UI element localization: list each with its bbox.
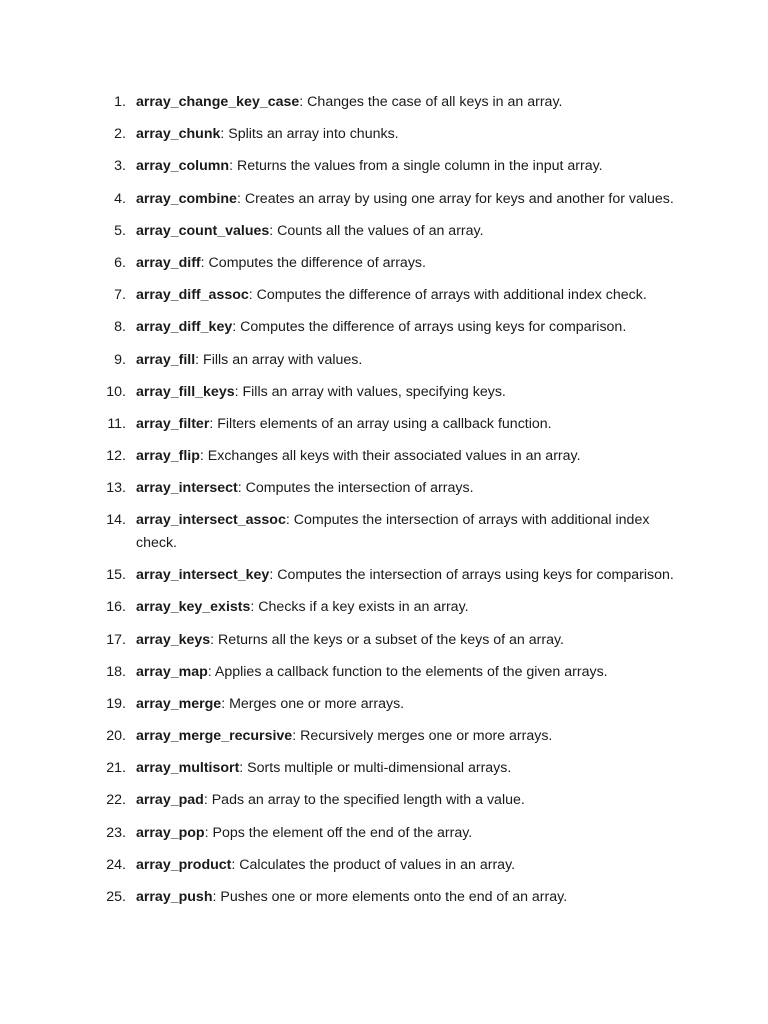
function-name: array_column (136, 158, 230, 175)
function-name: array_multisort (136, 760, 240, 777)
function-description: : Exchanges all keys with their associated values in an array. (199, 448, 581, 465)
function-name: array_merge_recursive (136, 728, 293, 745)
list-item-number: 17. (106, 631, 126, 648)
function-description: : Merges one or more arrays. (221, 695, 405, 712)
function-description: : Changes the case of all keys in an array. (299, 94, 563, 110)
list-item-number: 11. (107, 415, 126, 432)
list-item (0, 564, 768, 587)
function-list (0, 91, 768, 909)
list-item (0, 155, 768, 178)
function-description: : Filters elements of an array using a callback function. (209, 415, 552, 432)
function-name: array_chunk (136, 126, 221, 143)
function-name: array_filter (136, 415, 210, 432)
list-item-number: 5. (114, 222, 126, 239)
list-item (0, 123, 768, 146)
list-item-number: 6. (114, 254, 126, 271)
function-description: : Computes the difference of arrays using keys for comparison. (232, 319, 627, 336)
list-item-number: 1. (114, 94, 126, 110)
function-description: : Computes the difference of arrays. (200, 254, 426, 271)
function-name: array_push (136, 889, 213, 905)
list-item (0, 693, 768, 716)
list-item (0, 413, 768, 436)
list-item (0, 381, 768, 404)
function-description: : Calculates the product of values in an array. (231, 856, 516, 873)
function-name: array_combine (136, 190, 237, 207)
function-description: : Recursively merges one or more arrays. (292, 728, 553, 745)
function-description: : Computes the intersection of arrays. (237, 480, 474, 497)
function-description: : Returns all the keys or a subset of the keys of an array. (210, 631, 564, 648)
list-item (0, 822, 768, 845)
function-name: array_intersect_assoc (136, 512, 286, 529)
function-name: array_pop (136, 824, 205, 841)
function-name: array_pad (136, 792, 204, 809)
function-description: : Counts all the values of an array. (269, 222, 484, 239)
list-item (0, 284, 768, 307)
function-description: : Checks if a key exists in an array. (250, 599, 469, 616)
list-item-number: 21. (106, 760, 126, 777)
list-item-number: 16. (106, 599, 126, 616)
list-item (0, 220, 768, 243)
function-name: array_key_exists (136, 599, 251, 616)
function-description: : Pops the element off the end of the array. (204, 824, 473, 841)
list-item-number: 14. (106, 512, 126, 529)
list-item (0, 629, 768, 652)
list-item-number: 3. (114, 158, 126, 175)
function-description: : Fills an array with values, specifying keys. (234, 383, 506, 400)
function-name: array_merge (136, 695, 222, 712)
document-page (0, 91, 768, 918)
list-item-number: 7. (114, 287, 126, 304)
list-item (0, 886, 768, 909)
list-item (0, 445, 768, 468)
function-description: : Sorts multiple or multi-dimensional arrays. (239, 760, 512, 777)
function-name: array_diff (136, 254, 201, 271)
list-item-number: 8. (114, 319, 126, 336)
list-item-number: 18. (106, 663, 126, 680)
list-item (0, 91, 768, 114)
function-description: : Splits an array into chunks. (220, 126, 399, 143)
list-item-number: 2. (114, 126, 126, 143)
function-name: array_map (136, 663, 208, 680)
list-item (0, 854, 768, 877)
list-item (0, 349, 768, 372)
function-description: : Fills an array with values. (195, 351, 363, 368)
list-item (0, 477, 768, 500)
function-description: : Computes the intersection of arrays with additional index check. (136, 512, 650, 551)
list-item-number: 12. (106, 448, 126, 465)
list-item-number: 19. (106, 695, 126, 712)
function-description: : Pushes one or more elements onto the end of an array. (212, 889, 568, 905)
list-item-number: 13. (106, 480, 126, 497)
list-item-number: 24. (106, 856, 126, 873)
function-name: array_change_key_case (136, 94, 300, 110)
list-item (0, 188, 768, 211)
list-item (0, 725, 768, 748)
list-item (0, 757, 768, 780)
function-description: : Computes the difference of arrays with additional index check. (248, 287, 647, 304)
function-name: array_intersect_key (136, 567, 270, 584)
function-description: : Pads an array to the specified length with a value. (203, 792, 525, 809)
list-item-number: 10. (106, 383, 126, 400)
list-item (0, 252, 768, 275)
list-item-number: 4. (114, 190, 126, 207)
function-description: : Applies a callback function to the elements of the given arrays. (207, 663, 608, 680)
function-description: : Returns the values from a single column in the input array. (229, 158, 603, 175)
list-item (0, 789, 768, 812)
function-name: array_keys (136, 631, 211, 648)
list-item-number: 22. (106, 792, 126, 809)
list-item (0, 661, 768, 684)
function-name: array_intersect (136, 480, 238, 497)
function-name: array_flip (136, 448, 200, 465)
function-name: array_count_values (136, 222, 270, 239)
list-item (0, 316, 768, 339)
function-name: array_fill (136, 351, 196, 368)
list-item (0, 509, 768, 554)
list-item-number: 20. (106, 728, 126, 745)
list-item-number: 9. (114, 351, 126, 368)
function-name: array_diff_assoc (136, 287, 249, 304)
list-item-number: 25. (106, 889, 126, 905)
function-description: : Computes the intersection of arrays using keys for comparison. (269, 567, 674, 584)
function-name: array_diff_key (136, 319, 233, 336)
function-name: array_product (136, 856, 232, 873)
function-description: : Creates an array by using one array for keys and another for values. (236, 190, 674, 207)
list-item-number: 15. (106, 567, 126, 584)
list-item-number: 23. (106, 824, 126, 841)
function-name: array_fill_keys (136, 383, 235, 400)
list-item (0, 596, 768, 619)
